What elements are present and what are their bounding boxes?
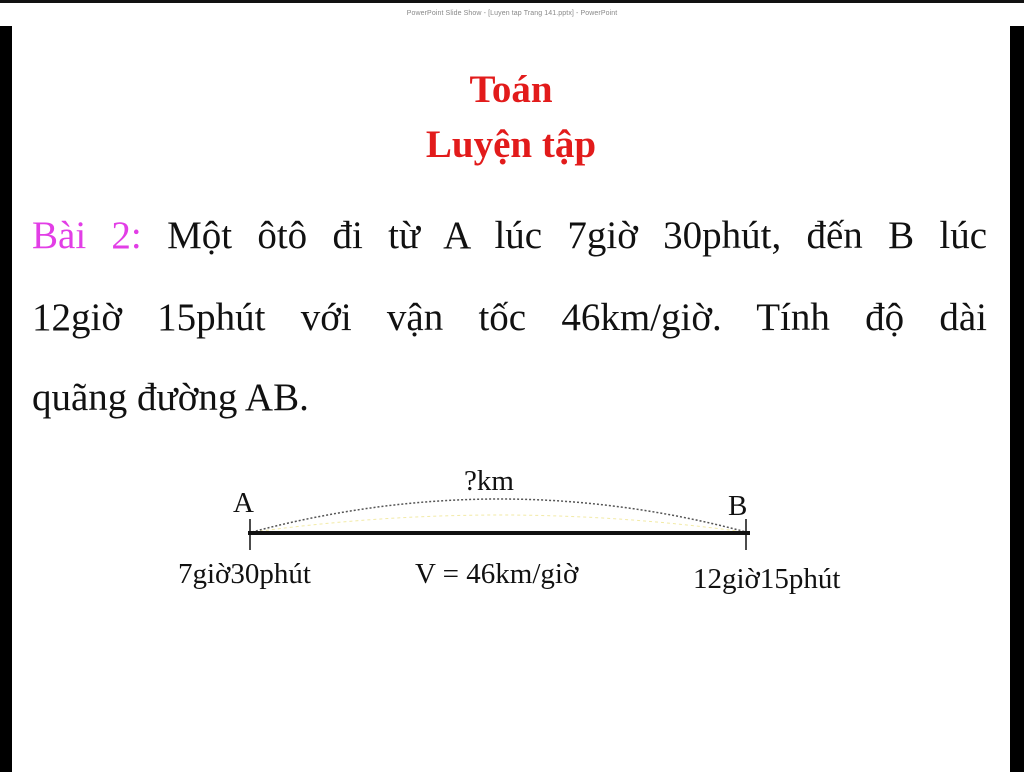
window-title: PowerPoint Slide Show - [Luyen tap Trang 141.pptx] - PowerPoint <box>406 10 618 17</box>
end-time-label: 12giờ15phút <box>693 563 841 595</box>
point-a-label: A <box>233 487 254 519</box>
window-titlebar <box>0 0 1024 26</box>
problem-line-3: quãng đường AB. <box>32 376 309 419</box>
problem-label: Bài 2: <box>32 214 142 257</box>
point-b-label: B <box>728 490 748 522</box>
slide-lesson-title: Luyện tập <box>425 123 597 166</box>
slide-subject-title: Toán <box>469 68 553 111</box>
problem-line-2: 12giờ 15phút với vận tốc 46km/giờ. Tính độ dài <box>32 296 987 339</box>
problem-line-1-text: Một ôtô đi từ A lúc 7giờ 30phút, đến B lúc <box>167 214 987 257</box>
speed-label: V = 46km/giờ <box>415 558 579 590</box>
distance-diagram <box>12 426 1010 626</box>
distance-brace-arc-faint <box>254 515 744 532</box>
screen-border-right <box>1010 26 1024 772</box>
distance-label: ?km <box>464 465 514 497</box>
problem-line-1 <box>32 216 987 255</box>
slide[interactable] <box>12 26 1010 772</box>
distance-brace-arc <box>252 499 746 532</box>
start-time-label: 7giờ30phút <box>178 558 311 590</box>
